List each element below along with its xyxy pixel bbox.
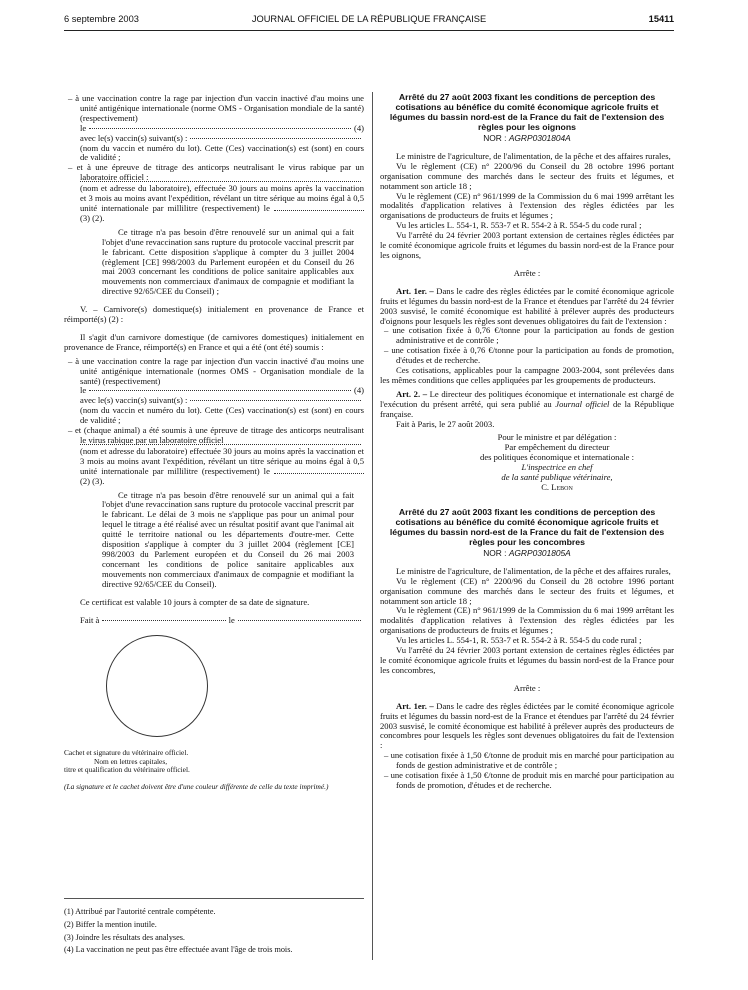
footnote-1: (1) Attribué par l'autorité centrale compétente. <box>64 907 216 916</box>
vu-3-onions: Vu les articles L. 554-1, R. 553-7 et R. 554-2 à R. 554-5 du code rural ; <box>396 220 642 231</box>
page-header <box>64 14 674 30</box>
right-column <box>380 92 674 791</box>
date-line-2: le (4) <box>80 385 364 396</box>
header-rule <box>64 30 674 31</box>
vu-2-cucumbers: Vu le règlement (CE) n° 961/1999 de la Commission du 6 mai 1999 arrêtant les modalités d'application relatives à l'extension des règles édictées par les organisations de producteurs de fruits et légumes ; <box>380 605 674 636</box>
stamp-caption: Cachet et signature du vétérinaire officiel. <box>64 748 189 758</box>
column-divider <box>372 92 373 960</box>
minister-cucumbers: Le ministre de l'agriculture, de l'alimentation, de la pêche et des affaires rurales, <box>396 565 671 576</box>
signatory-name: C. Lebon <box>541 482 573 492</box>
article-2-onions: Art. 2. – Le directeur des politiques économique et internationale est chargé de l'exécution du présent arrêté, qui sera publié au Journal officiel de la République française. <box>380 388 675 419</box>
vu-4-onions: Vu l'arrêté du 24 février 2003 portant extension de certaines règles édictées par le comité économique agricole fruits et légumes du bassin nord-est de la France pour les oignons, <box>380 230 674 260</box>
signature-place-date: Fait à le <box>64 616 364 626</box>
signature-note: (La signature et le cachet doivent être d'une couleur différente de celle du texte imprimé.) <box>64 781 329 791</box>
minister-onions: Le ministre de l'agriculture, de l'alimentation, de la pêche et des affaires rurales, <box>396 150 671 161</box>
article-1-cucumbers-item-1: – une cotisation fixée à 1,50 €/tonne de produit mis en marché pour participation au fonds de gestion administrative et de contrôle ; <box>384 750 674 771</box>
official-stamp-circle <box>106 635 208 737</box>
titration-details-1: (nom et adresse du laboratoire), effectuée 30 jours au moins après la vaccination et 3 mois au moins avant l'expédition, révélant un titre sérique au moins égal à 0,5 unité internationale par millilitre (respectivement) le (3) (2). <box>80 183 364 223</box>
signed-place-date: Fait à Paris, le 27 août 2003. <box>396 418 495 429</box>
vaccination-item-1: – à une vaccination contre la rage par injection d'un vaccin inactivé d'au moins une unité antigénique internationale (norme OMS - Organisation mondiale de la santé) (respectivement) <box>68 93 364 123</box>
signature-block: Pour le ministre et par délégation : Par empêchement du directeur des politiques économique et internationale : L'inspectrice en chef de la santé publique vétérinaire, C. Lebon <box>380 433 674 492</box>
vaccine-line-2: avec le(s) vaccin(s) suivant(s) : <box>64 396 364 406</box>
arrete-onions: Arrête : <box>513 267 541 278</box>
validity-statement: Ce certificat est valable 10 jours à compter de sa date de signature. <box>80 596 310 607</box>
arrete-cucumbers: Arrête : <box>513 682 541 693</box>
vaccination-item-2: – à une vaccination contre la rage par injection d'un vaccin inactivé d'au moins une unité antigénique internationale (normes OMS - Organisation mondiale de la santé) (respectivement) <box>68 355 364 386</box>
article-1-onions: Art. 1er. – Dans le cadre des règles édictées par le comité économique agricole fruits et légumes du bassin nord-est de la France et étendues par l'arrêté du 24 février 2003 susvisé, le comité économique est habilité à prélever auprès des producteurs d'oignons pour lesquels les règles sont devenues obligatoires du fait de l'extension : <box>380 285 674 326</box>
article-1-onions-end: Ces cotisations, applicables pour la campagne 2003-2004, sont prélevées dans les mêmes conditions que celles appliquées par les groupements de producteurs. <box>380 365 674 385</box>
titration-item-1: – et à une épreuve de titrage des anticorps neutralisant le virus rabique par un laboratoire officiel : <box>68 162 364 183</box>
decree-nor-onions: NOR : AGRP0301804A <box>483 133 571 143</box>
section-v-heading: V. – Carnivore(s) domestique(s) initialement en provenance de France et réimporté(s) (2) : <box>64 304 364 325</box>
article-1-onions-item-2: – une cotisation fixée à 0,76 €/tonne pour la participation au fonds de promotion, d'études et de recherche. <box>384 345 674 366</box>
article-1-cucumbers: Art. 1er. – Dans le cadre des règles édictées par le comité économique agricole fruits et légumes du bassin nord-est de la France et étendues par l'arrêté du 24 février 2003 susvisé, le comité économique est habilité à prélever auprès des producteurs de concombres pour lesquels les règles sont devenues obligatoires du fait de l'extension : <box>380 700 674 751</box>
decree-title-onions: Arrêté du 27 août 2003 fixant les conditions de perception des cotisations au bénéfice du comité économique agricole fruits et légumes du bassin nord-est de la France du fait de l'extension des règles pour les oignons <box>389 92 665 132</box>
title-caption: titre et qualification du vétérinaire officiel. <box>64 765 190 775</box>
vu-1-onions: Vu le règlement (CE) n° 2200/96 du Conseil du 28 octobre 1996 portant organisation commune des marchés dans le secteur des fruits et légumes, et notamment son article 18 ; <box>380 160 674 191</box>
titration-details-2: (nom et adresse du laboratoire) effectuée 30 jours au moins après la vaccination et 3 mois au moins avant l'expédition, révélant un titre sérique au moins égal à 0,5 unité internationale par millilitre (respectivement) le (2) (3). <box>80 445 364 486</box>
vu-3-cucumbers: Vu les articles L. 554-1, R. 553-7 et R. 554-2 à R. 554-5 du code rural ; <box>396 635 642 646</box>
header-title: JOURNAL OFFICIEL DE LA RÉPUBLIQUE FRANÇAISE <box>251 14 487 24</box>
date-line-1: le (4) <box>80 122 364 133</box>
footnote-4: (4) La vaccination ne peut pas être effectuée avant l'âge de trois mois. <box>64 945 293 955</box>
header-date: 6 septembre 2003 <box>64 14 139 24</box>
name-caption: Nom en lettres capitales, <box>94 756 168 766</box>
article-1-onions-item-1: – une cotisation fixée à 0,76 €/tonne pour la participation au fonds de gestion administrative et de contrôle ; <box>384 325 674 346</box>
footnote-3: (3) Joindre les résultats des analyses. <box>64 932 185 942</box>
article-1-cucumbers-item-2: – une cotisation fixée à 1,50 €/tonne de produit mis en marché pour participation au fonds de promotion, d'études et de recherche. <box>384 770 674 790</box>
section-v-intro: Il s'agit d'un carnivore domestique (de carnivores domestiques) initialement en provenance de France, réimporté(s) en France et qui a été (ont été) soumis : <box>64 331 364 352</box>
header-page-number: 15411 <box>648 14 674 24</box>
vu-2-onions: Vu le règlement (CE) n° 961/1999 de la Commission du 6 mai 1999 arrêtant les modalités d'application relatives à l'extension des règles édictées par les organisations de producteurs de fruits et légumes ; <box>380 190 674 221</box>
decree-title-cucumbers: Arrêté du 27 août 2003 fixant les conditions de perception des cotisations au bénéfice du comité économique agricole fruits et légumes du bassin nord-est de la France du fait de l'extension des règles pour les concombres <box>389 506 665 547</box>
footnote-2: (2) Biffer la mention inutile. <box>64 919 157 929</box>
vaccine-lot-1: (nom du vaccin et numéro du lot). Cette (Ces) vaccination(s) est (sont) en cours de validité ; <box>80 142 364 163</box>
vaccine-lot-2: (nom du vaccin et numéro du lot). Cette (Ces) vaccination(s) est (sont) en cours de validité ; <box>80 405 364 426</box>
titration-item-2: – et (chaque animal) a été soumis à une épreuve de titrage des anticorps neutralisant le virus rabique par un laboratoire officiel <box>68 425 364 445</box>
footnote-rule <box>64 898 364 899</box>
left-column <box>64 94 364 791</box>
decree-nor-cucumbers: NOR : AGRP0301805A <box>483 547 571 558</box>
titration-note-2: Ce titrage n'a pas besoin d'être renouvelé sur un animal qui a fait l'objet d'une revaccination sans rupture du protocole vaccinal prescrit par le fabricant. Le délai de 3 mois ne s'applique pas pour un animal pour lequel le titrage a été réalisé avec un résultat positif avant que l'animal ait quitté le territoire national ou les départements d'outre-mer. Cette disposition s'applique à compter du 3 juillet 2004 (règlement [CE] 998/2003 du Parlement européen et du Conseil du 26 mai 2003 concernant les conditions de police sanitaire applicables aux mouvements non commerciaux d'animaux de compagnie et modifiant la directive 92/65/CEE du Conseil). <box>102 489 354 589</box>
vu-4-cucumbers: Vu l'arrêté du 24 février 2003 portant extension de certaines règles édictées par le comité économique agricole fruits et légumes du bassin nord-est de la France pour les concombres, <box>380 645 674 675</box>
vaccine-line-1: avec le(s) vaccin(s) suivant(s) : <box>64 134 364 144</box>
vu-1-cucumbers: Vu le règlement (CE) n° 2200/96 du Conseil du 28 octobre 1996 portant organisation commune des marchés dans le secteur des fruits et légumes, et notamment son article 18 ; <box>380 575 674 606</box>
titration-note-1: Ce titrage n'a pas besoin d'être renouvelé sur un animal qui a fait l'objet d'une revaccination sans rupture du protocole vaccinal prescrit par le fabricant. Cette disposition s'applique à compter du 3 juillet 2004 (règlement [CE] 998/2003 du Parlement européen et du Conseil du 26 mai 2003 concernant les conditions de police sanitaire applicables aux mouvements non commerciaux d'animaux de compagnie et modifiant la directive 92/65/CEE du Conseil) ; <box>102 226 354 297</box>
footnotes <box>64 906 364 957</box>
